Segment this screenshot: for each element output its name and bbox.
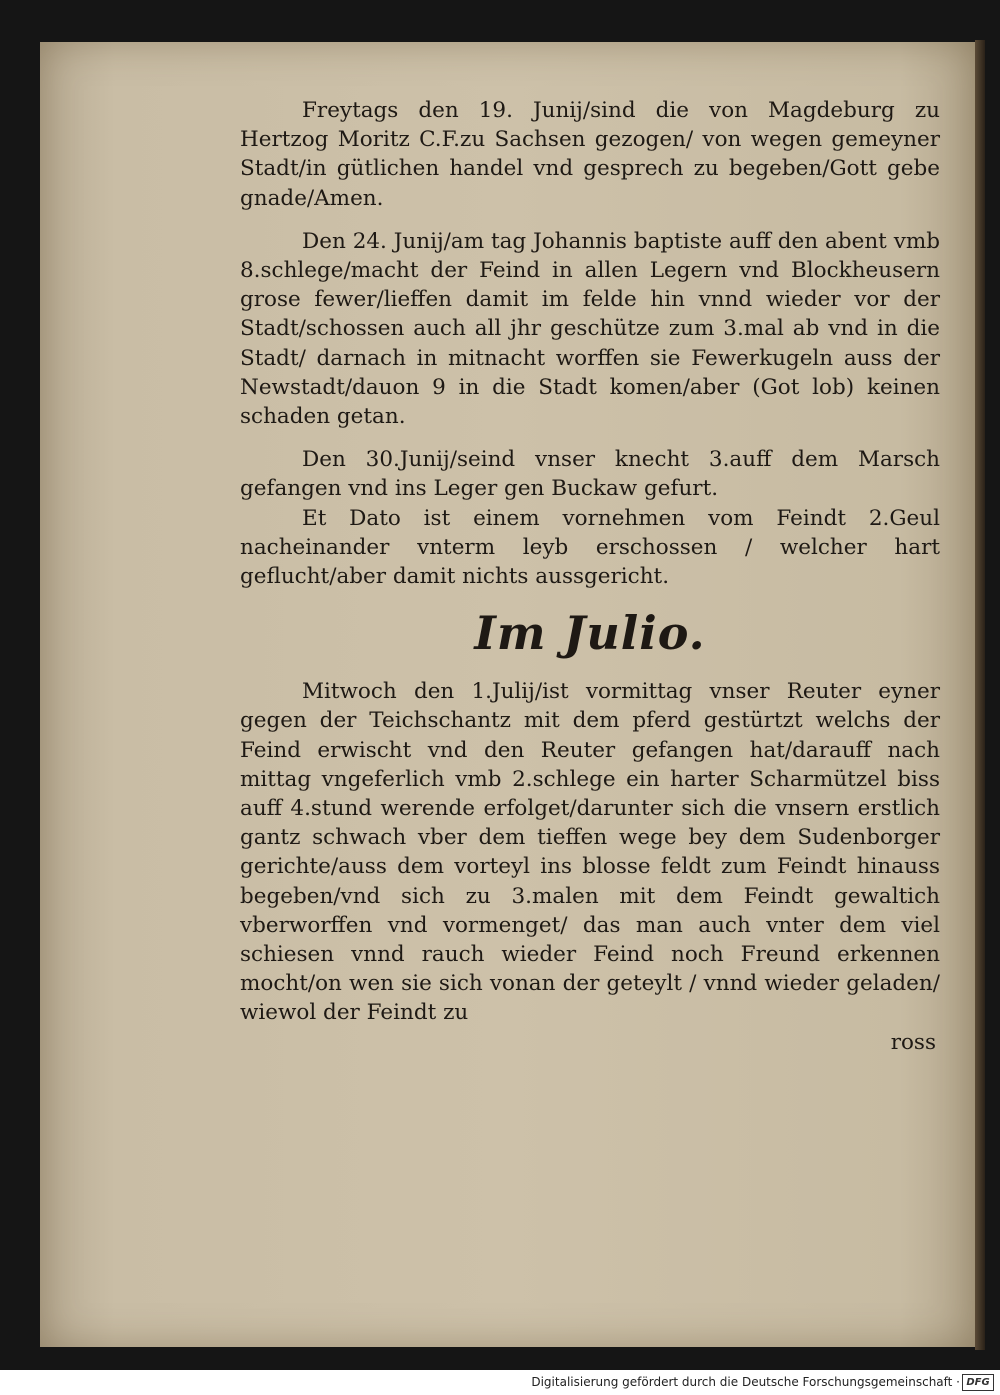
- footer-credit-text: Digitalisierung gefördert durch die Deutsche Forschungsgemeinschaft ·: [531, 1375, 960, 1389]
- paragraph-19-junij: Freytags den 19. Junij/sind die von Magdeburg zu Hertzog Moritz C.F.zu Sachsen gezogen/ von wegen gemeyner Stadt/in gütlichen handel vnd gesprech zu begeben/Gott gebe gnade/Amen.: [240, 98, 940, 211]
- paragraph-30-junij: Den 30.Junij/seind vnser knecht 3.auff dem Marsch gefangen vnd ins Leger gen Buckaw gefurt.: [240, 447, 940, 502]
- paragraph-1-julij: Mitwoch den 1.Julij/ist vormittag vnser Reuter eyner gegen der Teichschantz mit dem pferd gestürtzt welchs der Feind erwischt vnd den Reuter gefangen hat/darauff nach mittag vngeferlich vmb 2.schlege ein harter Scharmützel biss auff 4.stund werende erfolget/darunter sich die vnsern erstlich gantz schwach vber dem tieffen wege bey dem Sudenborger gerichte/auss dem vorteyl ins blosse feldt zum Feindt hinauss begeben/vnd sich zu 3.malen mit dem Feindt gewaltich vberworffen vnd vormenget/ das man auch vnter dem viel schiesen vnnd rauch wieder Feind noch Freund erkennen mocht/on wen sie sich vonan der geteylt / vnnd wieder geladen/ wiewol der Feindt zu: [240, 679, 940, 1026]
- section-heading-julio: Im Julio.: [474, 606, 706, 661]
- paragraph-24-junij: Den 24. Junij/am tag Johannis baptiste auff den abent vmb 8.schlege/macht der Feind in allen Legern vnd Blockheusern grose fewer/lieffen damit im felde hin vnnd wieder vor der Stadt/schossen auch all jhr geschütze zum 3.mal ab vnd in die Stadt/ darnach in mitnacht worffen sie Fewerkugeln auss der Newstadt/dauon 9 in die Stadt komen/aber (Got lob) keinen schaden getan.: [240, 228, 940, 430]
- paragraph-et-dato: Et Dato ist einem vornehmen vom Feindt 2.Geul nacheinander vnterm leyb erschossen / welcher hart geflucht/aber damit nichts aussgericht.: [240, 505, 940, 590]
- dfg-logo-icon: DFG: [962, 1374, 994, 1391]
- digitization-footer: [0, 1370, 1000, 1395]
- page-text: [240, 96, 940, 1057]
- catchword: ross: [890, 1029, 936, 1055]
- page-edge: [975, 40, 985, 1350]
